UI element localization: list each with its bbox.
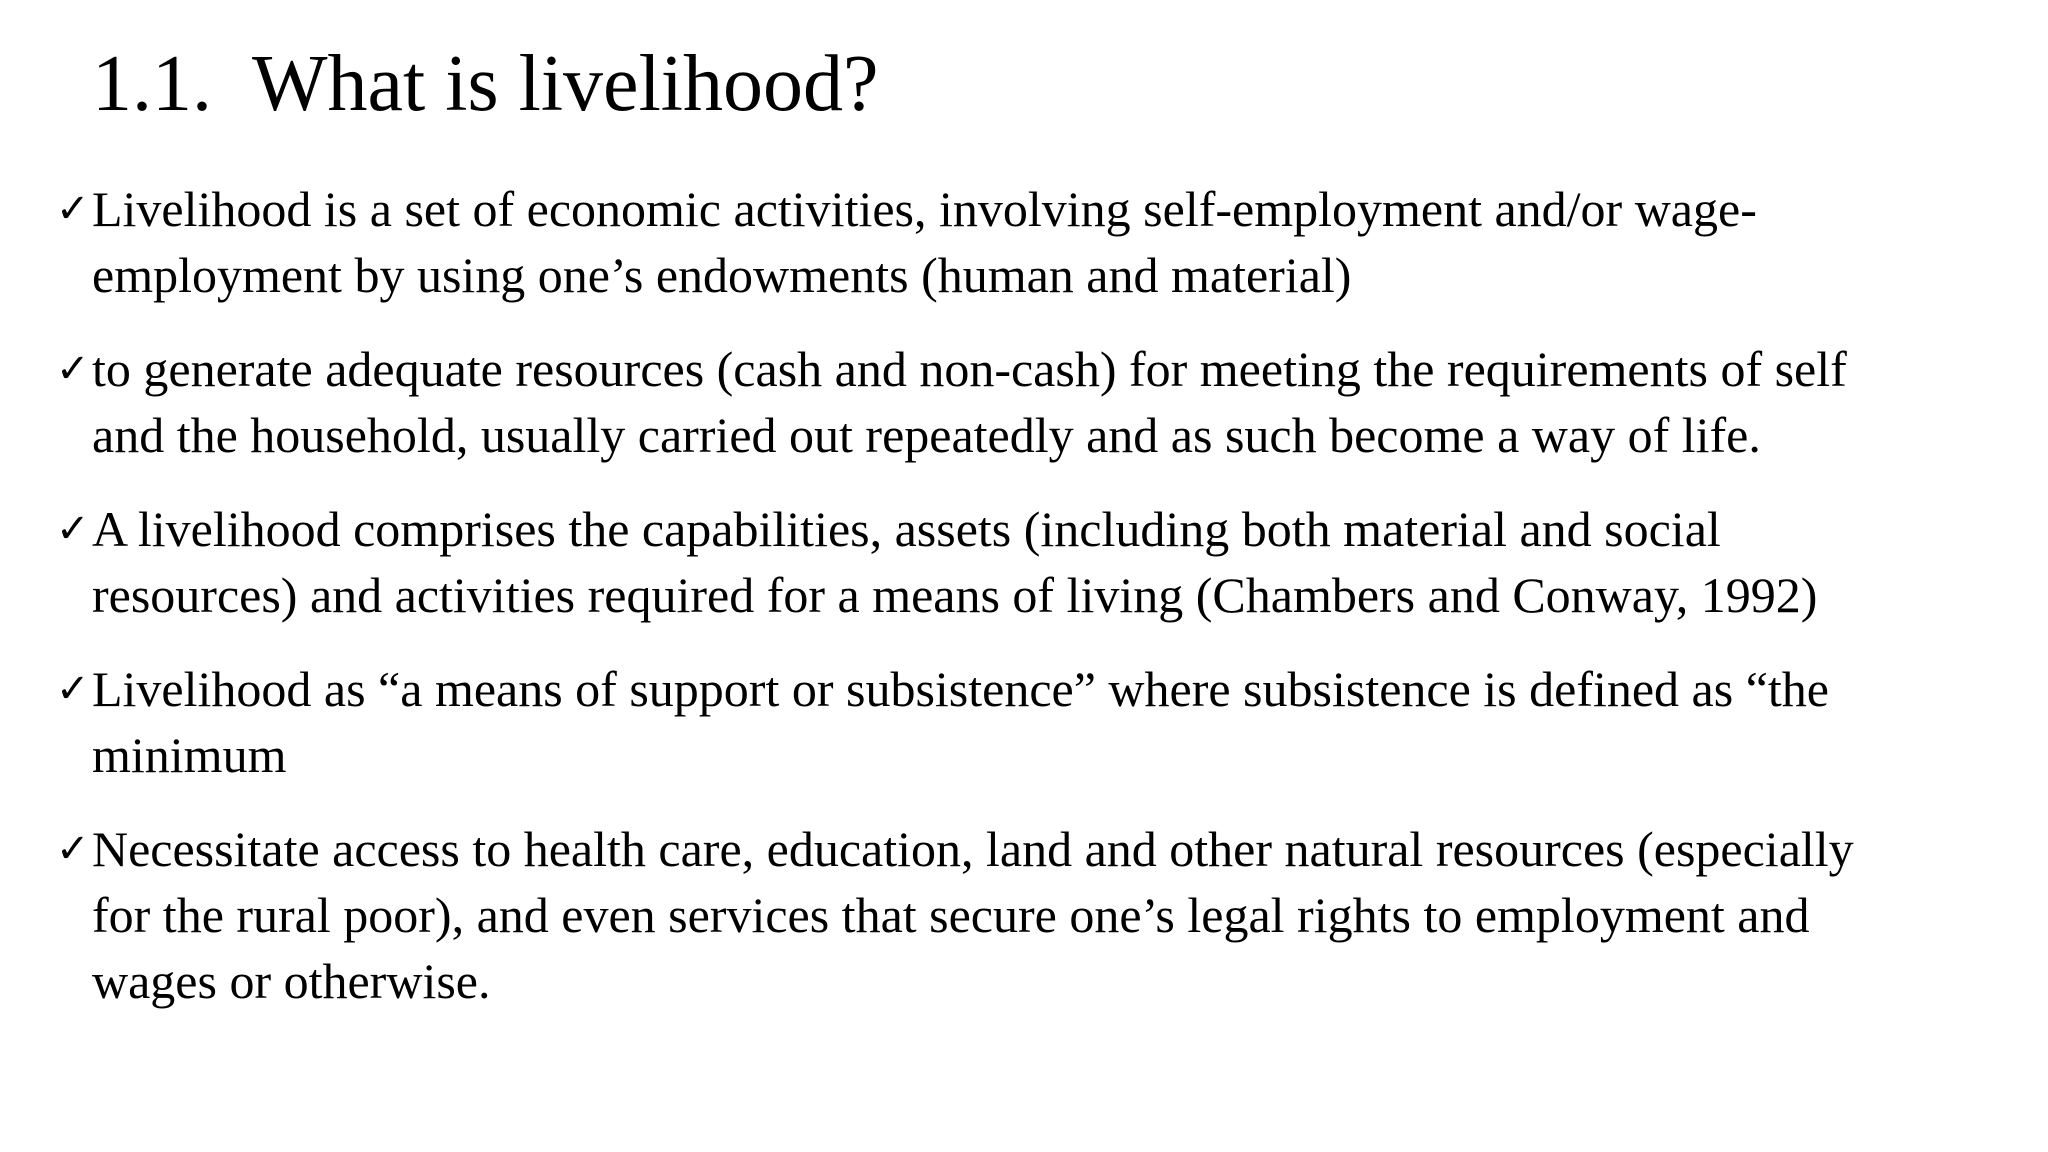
bullet-line: A livelihood comprises the capabilities, assets (including both material and social: [92, 501, 1721, 557]
bullet-line: employment by using one’s endowments (human and material): [92, 247, 1352, 303]
bullet-item: [56, 496, 2016, 628]
bullet-item: [56, 336, 2016, 468]
title-number: 1.1.: [92, 40, 212, 128]
bullet-line: Necessitate access to health care, education, land and other natural resources (especially: [92, 821, 1854, 877]
bullet-line: minimum: [92, 727, 287, 783]
bullet-item: [56, 656, 2016, 788]
bullet-line: wages or otherwise.: [92, 953, 491, 1009]
bullet-line: Livelihood as “a means of support or subsistence” where subsistence is defined as “the: [92, 661, 1829, 717]
slide-title: [92, 36, 879, 132]
bullet-item: [56, 176, 2016, 308]
bullet-line: resources) and activities required for a means of living (Chambers and Conway, 1992): [92, 567, 1818, 623]
bullet-item: [56, 816, 2016, 1014]
checkmark-icon: ✓: [56, 666, 90, 712]
checkmark-icon: ✓: [56, 826, 90, 872]
bullet-list: [56, 176, 2016, 1042]
checkmark-icon: ✓: [56, 186, 90, 232]
checkmark-icon: ✓: [56, 506, 90, 552]
title-text: What is livelihood?: [252, 40, 879, 128]
bullet-line: to generate adequate resources (cash and non-cash) for meeting the requirements of self: [92, 341, 1847, 397]
checkmark-icon: ✓: [56, 346, 90, 392]
bullet-line: for the rural poor), and even services that secure one’s legal rights to employment and: [92, 887, 1810, 943]
bullet-line: Livelihood is a set of economic activities, involving self-employment and/or wage-: [92, 181, 1757, 237]
bullet-line: and the household, usually carried out repeatedly and as such become a way of life.: [92, 407, 1761, 463]
